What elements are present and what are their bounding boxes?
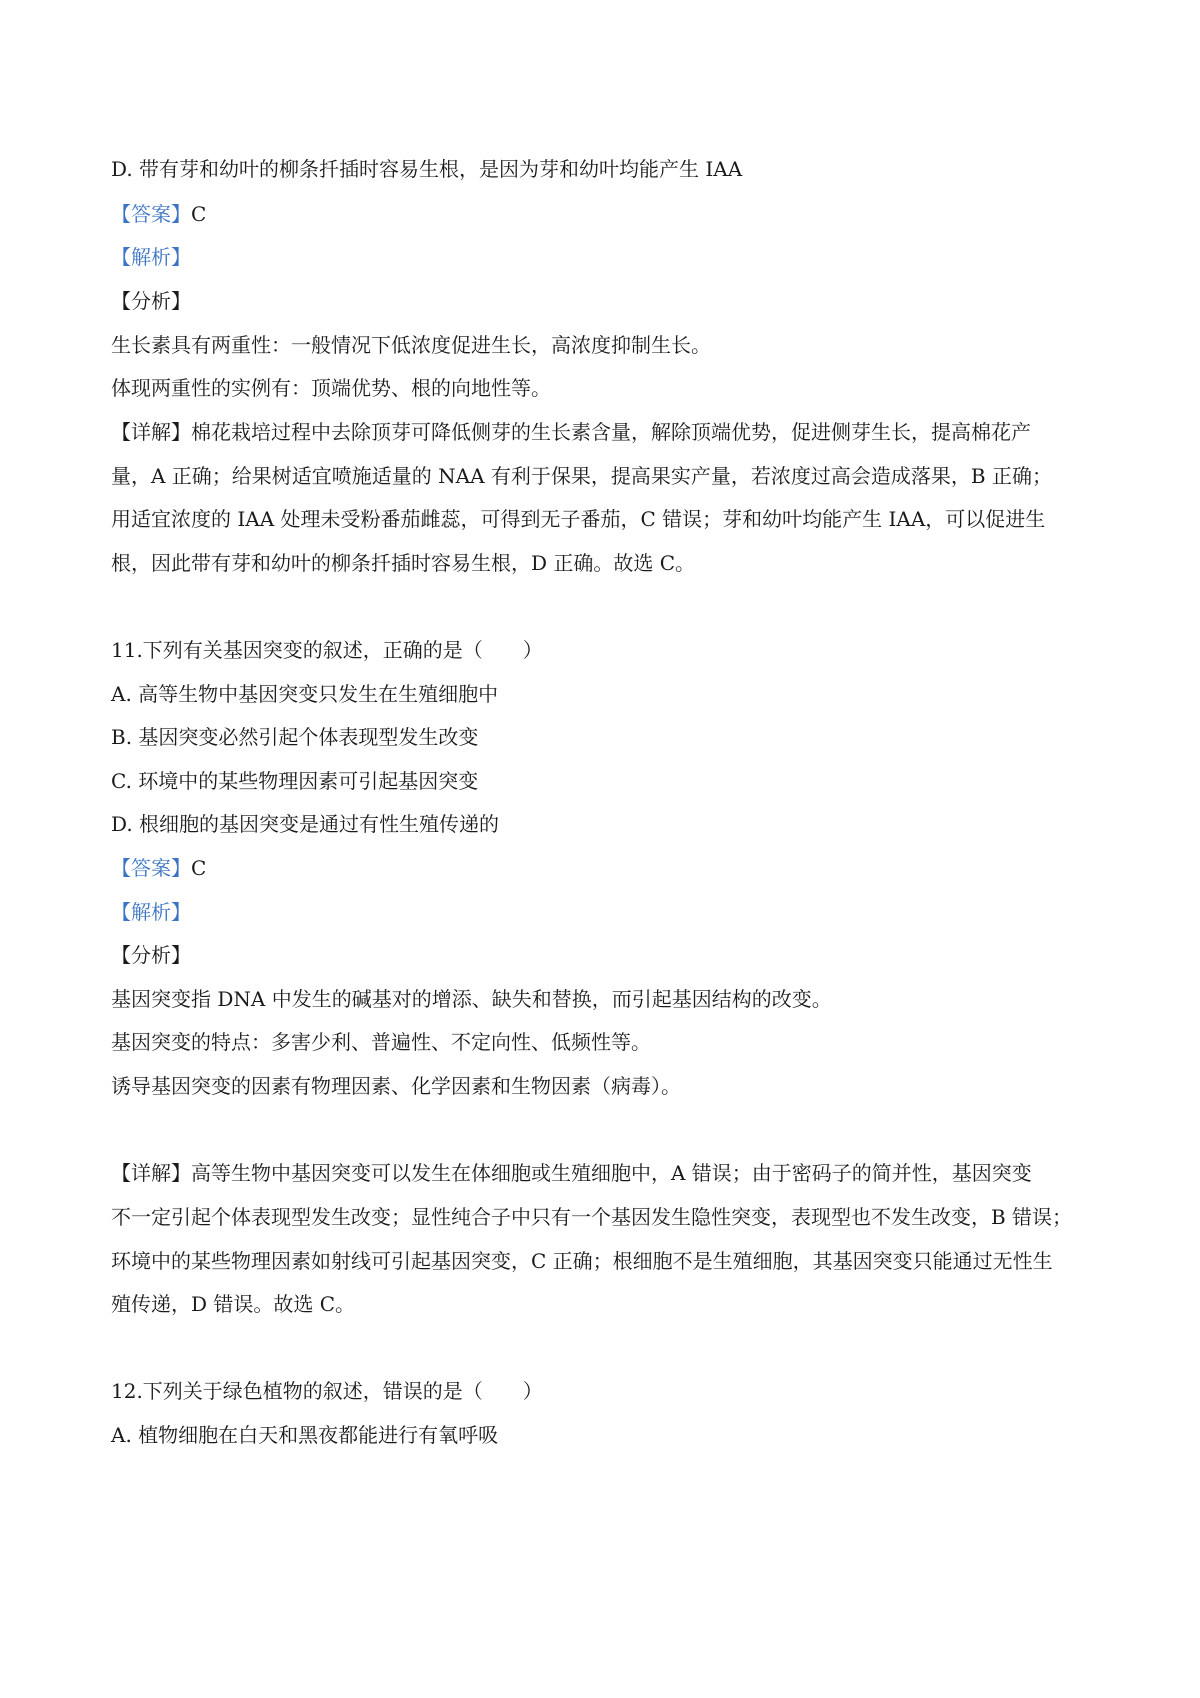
q10-detail-3: 用适宜浓度的 IAA 处理未受粉番茄雌蕊，可得到无子番茄，C 错误；芽和幼叶均能产生 IAA，可以促进生 bbox=[111, 507, 1046, 531]
q11-detail-3: 环境中的某些物理因素如射线可引起基因突变，C 正确；根细胞不是生殖细胞，其基因突变只能通过无性生 bbox=[111, 1249, 1053, 1273]
q11-detail-1 bbox=[111, 1159, 1101, 1187]
q10-answer bbox=[111, 200, 1101, 228]
q11-analysis-1: 基因突变指 DNA 中发生的碱基对的增添、缺失和替换，而引起基因结构的改变。 bbox=[111, 987, 832, 1011]
q12-question: 12.下列关于绿色植物的叙述，错误的是（ ） bbox=[111, 1379, 543, 1403]
detail-label: 【详解】 bbox=[111, 1161, 191, 1185]
q10-detail-2: 量，A 正确；给果树适宜喷施适量的 NAA 有利于保果，提高果实产量，若浓度过高会造成落果，B 正确； bbox=[111, 464, 1052, 488]
detail-label: 【详解】 bbox=[111, 420, 191, 444]
q10-analysis-2: 体现两重性的实例有：顶端优势、根的向地性等。 bbox=[111, 376, 551, 400]
q11-analysis-2: 基因突变的特点：多害少利、普遍性、不定向性、低频性等。 bbox=[111, 1030, 651, 1054]
answer-value: C bbox=[191, 202, 207, 226]
answer-label: 【答案】 bbox=[111, 202, 191, 226]
answer-value: C bbox=[191, 856, 207, 880]
q10-analysis-1: 生长素具有两重性：一般情况下低浓度促进生长，高浓度抑制生长。 bbox=[111, 333, 711, 357]
q10-jiexi-label: 【解析】 bbox=[111, 245, 191, 269]
q11-option-d: D. 根细胞的基因突变是通过有性生殖传递的 bbox=[111, 812, 500, 836]
q11-option-a: A. 高等生物中基因突变只发生在生殖细胞中 bbox=[111, 682, 499, 706]
answer-label: 【答案】 bbox=[111, 856, 191, 880]
q10-option-d: D. 带有芽和幼叶的柳条扦插时容易生根，是因为芽和幼叶均能产生 IAA bbox=[111, 157, 743, 181]
q10-fenxi-label: 【分析】 bbox=[111, 289, 191, 313]
detail-text: 棉花栽培过程中去除顶芽可降低侧芽的生长素含量，解除顶端优势，促进侧芽生长，提高棉花产 bbox=[191, 420, 1031, 444]
q12-option-a: A. 植物细胞在白天和黑夜都能进行有氧呼吸 bbox=[111, 1423, 499, 1447]
q11-analysis-3: 诱导基因突变的因素有物理因素、化学因素和生物因素（病毒）。 bbox=[111, 1074, 681, 1098]
q11-jiexi-label: 【解析】 bbox=[111, 900, 191, 924]
q11-question: 11.下列有关基因突变的叙述，正确的是（ ） bbox=[111, 638, 543, 662]
q11-detail-4: 殖传递，D 错误。故选 C。 bbox=[111, 1292, 356, 1316]
q11-option-b: B. 基因突变必然引起个体表现型发生改变 bbox=[111, 725, 479, 749]
detail-text: 高等生物中基因突变可以发生在体细胞或生殖细胞中，A 错误；由于密码子的简并性，基因突变 bbox=[191, 1161, 1032, 1185]
q10-detail-1 bbox=[111, 418, 1101, 446]
q11-answer bbox=[111, 854, 1101, 882]
q11-option-c: C. 环境中的某些物理因素可引起基因突变 bbox=[111, 769, 479, 793]
q11-detail-2: 不一定引起个体表现型发生改变；显性纯合子中只有一个基因发生隐性突变，表现型也不发生改变，B 错误； bbox=[111, 1205, 1073, 1229]
q11-fenxi-label: 【分析】 bbox=[111, 943, 191, 967]
q10-detail-4: 根，因此带有芽和幼叶的柳条扦插时容易生根，D 正确。故选 C。 bbox=[111, 551, 696, 575]
